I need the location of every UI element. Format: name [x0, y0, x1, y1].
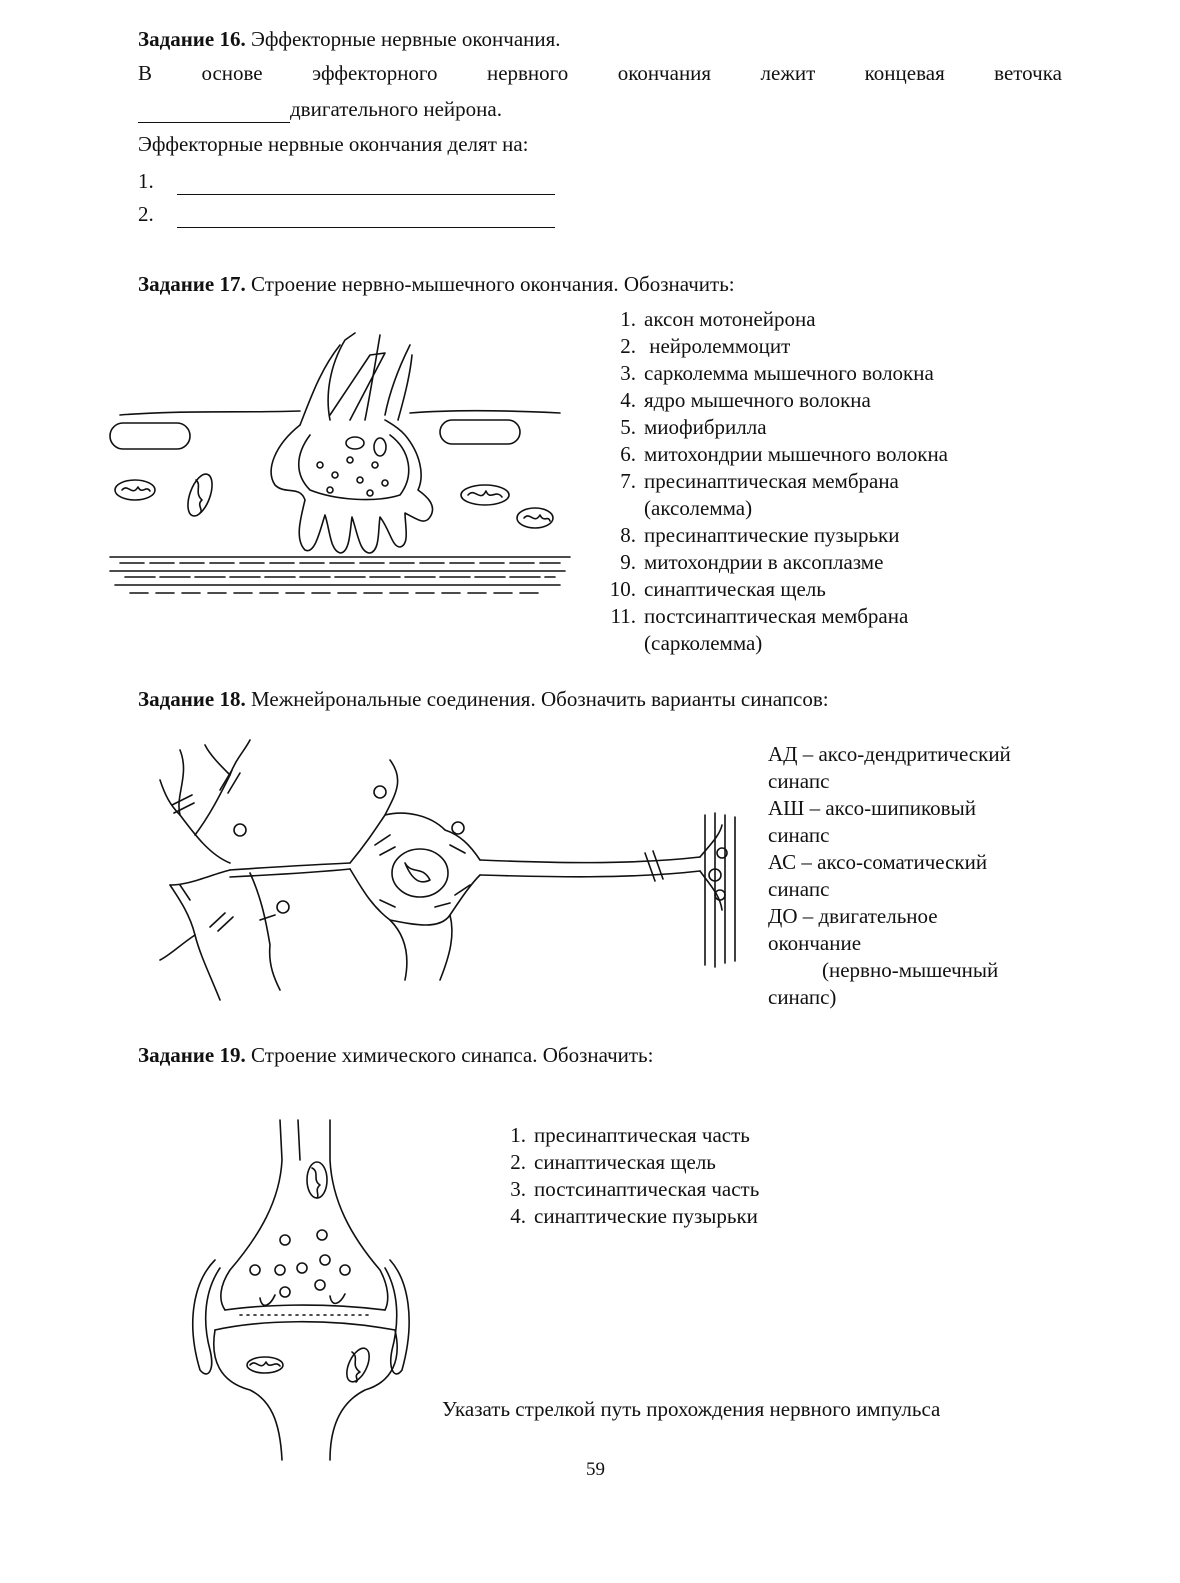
word: В	[138, 61, 153, 85]
list-item: 7. пресинаптическая мембрана (аксолемма)	[620, 469, 899, 520]
list-item: 9. митохондрии в аксоплазме	[620, 550, 884, 574]
task18-legend	[768, 741, 1011, 1011]
item-number: 2.	[138, 202, 154, 226]
word: концевая	[864, 61, 945, 85]
list-item: 2. синаптическая щель	[510, 1150, 716, 1174]
task18-title-number: Задание 18.	[138, 687, 246, 711]
task17-title-number: Задание 17.	[138, 272, 246, 296]
legend-line: АШ – аксо-шипиковый	[768, 796, 976, 820]
task16-title	[138, 26, 561, 53]
task19-title-number: Задание 19.	[138, 1043, 246, 1067]
list-item: 4. синаптические пузырьки	[510, 1204, 758, 1228]
task16-line2	[138, 96, 502, 123]
word: основе	[201, 61, 263, 85]
word: веточка	[994, 61, 1062, 85]
legend-line: синапс	[768, 877, 830, 901]
answer-blank[interactable]	[138, 102, 290, 123]
legend-line: ДО – двигательное	[768, 904, 938, 928]
task19-title-text: Строение химического синапса. Обозначить:	[250, 1043, 654, 1067]
task17-title	[138, 271, 735, 298]
task19-list	[490, 1122, 890, 1230]
list-item: 1. аксон мотонейрона	[620, 307, 816, 331]
list-item: 2. нейролеммоцит	[620, 334, 791, 358]
list-item: 3. сарколемма мышечного волокна	[620, 361, 934, 385]
task16-line1	[138, 60, 1062, 87]
word: окончания	[617, 61, 712, 85]
task16-title-number: Задание 16.	[138, 27, 246, 51]
legend-line: (нервно-мышечный	[822, 958, 999, 982]
word: эффекторного	[312, 61, 438, 85]
answer-blank[interactable]	[177, 207, 555, 228]
legend-line: АД – аксо-дендритический	[768, 742, 1011, 766]
list-item: 6. митохондрии мышечного волокна	[620, 442, 948, 466]
item-number: 1.	[138, 169, 154, 193]
list-item: 1. пресинаптическая часть	[510, 1123, 750, 1147]
task19-title	[138, 1042, 653, 1069]
legend-line: синапс	[768, 823, 830, 847]
chemical-synapse-diagram	[180, 1120, 420, 1460]
task19-instruction: Указать стрелкой путь прохождения нервного импульса	[442, 1397, 941, 1421]
neuromuscular-junction-diagram	[100, 325, 570, 605]
answer-blank[interactable]	[177, 174, 555, 195]
word: лежит	[760, 61, 816, 85]
list-item: 8. пресинаптические пузырьки	[620, 523, 900, 547]
task18-title-text: Межнейрональные соединения. Обозначить варианты синапсов:	[250, 687, 829, 711]
task16-line3: Эффекторные нервные окончания делят на:	[138, 132, 529, 156]
legend-line: синапс	[768, 769, 830, 793]
task16-title-text: Эффекторные нервные окончания.	[250, 27, 561, 51]
legend-line: синапс)	[768, 985, 837, 1009]
list-item: 11. постсинаптическая мембрана (сарколемма)	[610, 604, 909, 655]
neuron-synapses-diagram	[150, 735, 750, 1005]
task16-item-1	[138, 168, 555, 195]
task16-line2-text: двигательного нейрона.	[290, 97, 502, 121]
list-item: 10. синаптическая щель	[609, 577, 826, 601]
list-item: 3. постсинаптическая часть	[510, 1177, 760, 1201]
task16-item-2	[138, 201, 555, 228]
page-number: 59	[586, 1459, 605, 1480]
task17-title-text: Строение нервно-мышечного окончания. Обозначить:	[250, 272, 735, 296]
legend-line: окончание	[768, 931, 862, 955]
word: нервного	[486, 61, 569, 85]
list-item: 4. ядро мышечного волокна	[620, 388, 871, 412]
task18-title	[138, 686, 829, 713]
list-item: 5. миофибрилла	[620, 415, 767, 439]
legend-line: АС – аксо-соматический	[768, 850, 988, 874]
task17-list	[600, 306, 1040, 657]
